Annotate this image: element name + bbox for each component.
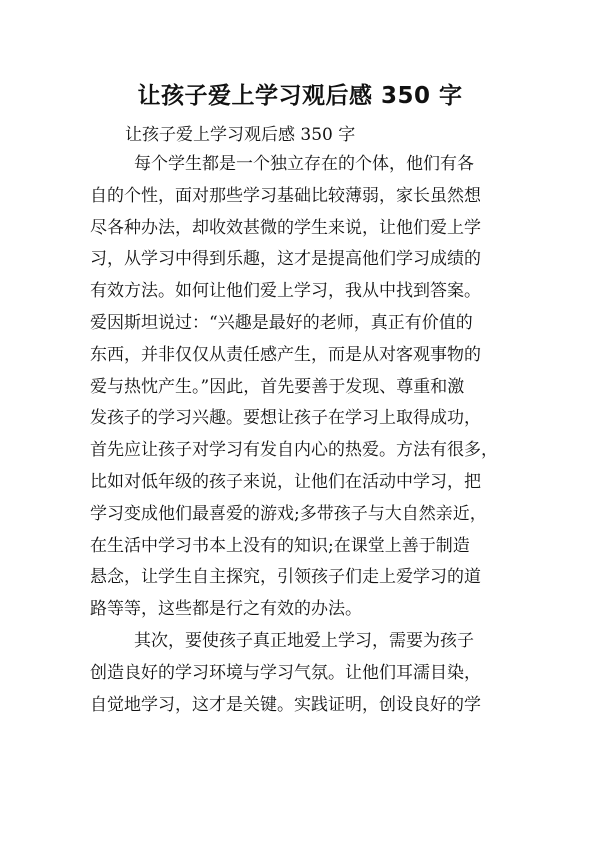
body-line: 习，从学习中得到乐趣，这才是提高他们学习成绩的 (90, 249, 481, 270)
body-line: 在生活中学习书本上没有的知识;在课堂上善于制造 (90, 535, 470, 556)
body-line: 学习变成他们最喜爱的游戏;多带孩子与大自然亲近， (90, 503, 487, 524)
body-line: 路等等，这些都是行之有效的办法。 (90, 599, 362, 620)
document-title: 让孩子爱上学习观后感 350 字 (137, 83, 463, 109)
body-line: 比如对低年级的孩子来说，让他们在活动中学习，把 (90, 471, 481, 492)
body-line: 爱因斯坦说过：“兴趣是最好的老师，真正有价值的 (90, 312, 473, 333)
body-line: 悬念，让学生自主探究，引领孩子们走上爱学习的道 (90, 567, 481, 588)
body-line: 有效方法。如何让他们爱上学习，我从中找到答案。 (90, 281, 481, 302)
document-subtitle: 让孩子爱上学习观后感 350 字 (125, 125, 356, 145)
body-line: 创造良好的学习环境与学习气氛。让他们耳濡目染， (90, 662, 481, 683)
body-line: 爱与热忱产生。”因此，首先要善于发现、尊重和激 (90, 376, 465, 397)
body-line: 每个学生都是一个独立存在的个体，他们有各 (134, 154, 474, 174)
body-line: 东西，并非仅仅从责任感产生，而是从对客观事物的 (90, 344, 481, 365)
body-line: 其次，要使孩子真正地爱上学习，需要为孩子 (134, 630, 474, 651)
document-body (90, 149, 530, 721)
body-line: 首先应让孩子对学习有发自内心的热爱。方法有很多， (90, 440, 498, 461)
body-line: 自的个性，面对那些学习基础比较薄弱，家长虽然想 (90, 185, 481, 206)
body-line: 发孩子的学习兴趣。要想让孩子在学习上取得成功， (90, 408, 481, 429)
body-line: 尽各种办法，却收效甚微的学生来说，让他们爱上学 (90, 217, 481, 238)
body-line: 自觉地学习，这才是关键。实践证明，创设良好的学 (90, 694, 481, 715)
